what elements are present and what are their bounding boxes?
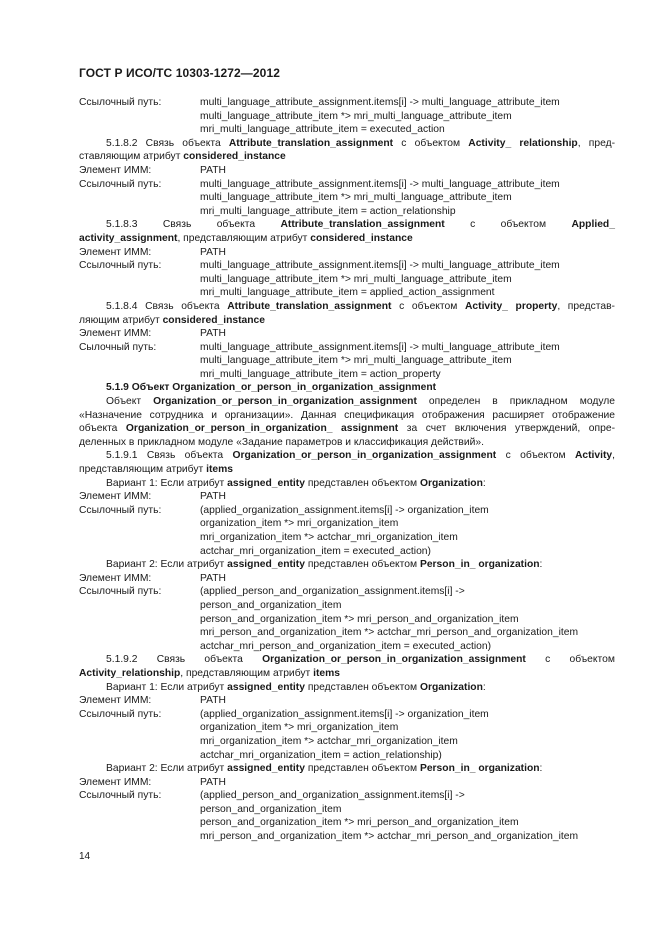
ref-path-value: actchar_mri_person_and_organization_item = executed_action) <box>200 640 492 652</box>
ref-path-value: multi_language_attribute_assignment.items[i] -> multi_language_attribute_item <box>200 178 560 190</box>
ref-path-row <box>79 259 615 273</box>
section-5-1-9-1: 5.1.9.1 Связь объекта Organization_or_person_in_organization_assignment с объектом Activity, <box>106 450 616 462</box>
imm-element-row <box>79 694 615 708</box>
ref-path-value: person_and_organization_item *> mri_person_and_organization_item <box>200 613 519 625</box>
ref-path-value: multi_language_attribute_assignment.items[i] -> multi_language_attribute_item <box>200 97 560 108</box>
imm-element-label: Элемент ИММ: <box>79 164 152 176</box>
imm-element-value: PATH <box>200 328 226 340</box>
ref-path-value: person_and_organization_item *> mri_person_and_organization_item <box>200 817 519 829</box>
ref-path-value: mri_organization_item *> actchar_mri_organization_item <box>200 735 458 747</box>
ref-path-value: multi_language_attribute_assignment.items[i] -> multi_language_attribute_item <box>200 341 560 353</box>
imm-element-value: PATH <box>200 246 226 258</box>
variant-2: Вариант 2: Если атрибут assigned_entity представлен объектом Person_in_ organization: <box>106 559 543 571</box>
ref-path-label: Ссылочный путь: <box>79 97 162 108</box>
ref-path-row <box>79 708 615 722</box>
ref-path-value: (applied_organization_assignment.items[i] -> organization_item <box>200 504 489 516</box>
imm-element-row <box>79 776 615 790</box>
imm-element-value: PATH <box>200 491 226 503</box>
ref-path-value: multi_language_attribute_assignment.items[i] -> multi_language_attribute_item <box>200 260 560 272</box>
ref-path-label: Ссылочный путь: <box>79 504 162 516</box>
section-5-1-8-4: 5.1.8.4 Связь объекта Attribute_translation_assignment с объектом Activity_ property, представ- <box>106 300 615 312</box>
ref-path-label: Сылочный путь: <box>79 341 157 353</box>
variant-1: Вариант 1: Если атрибут assigned_entity представлен объектом Organization: <box>106 477 486 489</box>
section-5-1-9-2: 5.1.9.2 Связь объекта Organization_or_person_in_organization_assignment с объектом <box>106 654 615 666</box>
ref-path-value: mri_multi_language_attribute_item = applied_action_assignment <box>200 287 495 299</box>
ref-path-value: mri_person_and_organization_item *> actchar_mri_person_and_organization_item <box>200 627 579 639</box>
paragraph-line: деленных в прикладном модуле «Задание параметров и классификация действий». <box>79 436 484 448</box>
ref-path-value: actchar_mri_organization_item = action_relationship) <box>200 749 442 761</box>
ref-path-value: multi_language_attribute_item *> mri_multi_language_attribute_item <box>200 273 512 285</box>
ref-path-value: (applied_person_and_organization_assignment.items[i] -> <box>200 586 465 598</box>
ref-path-row <box>79 341 615 355</box>
ref-path-label: Ссылочный путь: <box>79 708 162 720</box>
ref-path-label: Ссылочный путь: <box>79 790 162 802</box>
imm-element-row <box>79 327 615 341</box>
ref-path-value: actchar_mri_organization_item = executed_action) <box>200 545 431 557</box>
ref-path-value: person_and_organization_item <box>200 803 342 815</box>
ref-path-label: Ссылочный путь: <box>79 178 162 190</box>
ref-path-value: mri_person_and_organization_item *> actchar_mri_person_and_organization_item <box>200 831 579 843</box>
ref-path-value: mri_multi_language_attribute_item = action_property <box>200 368 441 380</box>
imm-element-value: PATH <box>200 695 226 707</box>
ref-path-row <box>79 178 615 192</box>
ref-path-value: (applied_organization_assignment.items[i] -> organization_item <box>200 708 489 720</box>
paragraph-line: «Назначение сотрудника и организации». Данная спецификация отображения расширяет отображение <box>79 409 615 421</box>
imm-element-row <box>79 490 615 504</box>
ref-path-value: mri_organization_item *> actchar_mri_organization_item <box>200 532 458 543</box>
ref-path-value: multi_language_attribute_item *> mri_multi_language_attribute_item <box>200 192 512 204</box>
section-5-1-8-3: 5.1.8.3 Связь объекта Attribute_translation_assignment с объектом Applied_ <box>106 219 615 231</box>
imm-element-value: PATH <box>200 572 226 584</box>
ref-path-row <box>79 585 615 599</box>
imm-element-label: Элемент ИММ: <box>79 491 152 503</box>
ref-path-value: multi_language_attribute_item *> mri_multi_language_attribute_item <box>200 355 512 367</box>
imm-element-row <box>79 246 615 260</box>
document-header: ГОСТ Р ИСО/ТС 10303-1272—2012 <box>79 66 280 80</box>
variant-2: Вариант 2: Если атрибут assigned_entity представлен объектом Person_in_ organization: <box>106 763 543 775</box>
imm-element-value: PATH <box>200 776 226 788</box>
ref-path-value: organization_item *> mri_organization_item <box>200 518 399 530</box>
imm-element-label: Элемент ИММ: <box>79 695 152 707</box>
imm-element-label: Элемент ИММ: <box>79 246 152 258</box>
ref-path-value: mri_multi_language_attribute_item = action_relationship <box>200 205 456 217</box>
ref-path-label: Ссылочный путь: <box>79 586 162 598</box>
page-content: Ссылочный путь: multi_language_attribute_assignment.items[i] -> multi_language_attribute_item multi_language_attribute_item *> mri_multi_language_attribute_item mri_multi_language_attribute_item = executed_action 5.1.8.2 Связь объекта Attribute_translation_assignment с объектом Activity_ relationship, пред- ставляющим атрибут considered_instance Элемент ИММ: PATH Ссылочный путь: multi_language_attribute_assignment.items[i] -> multi_language_attribute_item multi_language_attribute_item *> mri_multi_language_attribute_item mri_multi_language_attribute_item = action_relationship 5.1.8.3 Связь объекта Attribute_translation_assignment с объектом Applied_ activity_assignment, представляющим атрибут considered_instance Элемент ИММ: PATH Ссылочный путь: multi_language_attribute_assignment.items[i] -> multi_language_attribute_item multi_language_attribute_item *> mri_multi_language_attribute_item mri_multi_language_attribute_item = applied_action_assignment 5.1.8.4 Связь объекта Attribute_translation_assignment с объектом Activity_ property, представ- ляющим атрибут considered_instance Элемент ИММ: PATH Сылочный путь: multi_language_attribute_assignment.items[i] -> multi_language_attribute_item multi_language_attribute_item *> mri_multi_language_attribute_item mri_multi_language_attribute_item = action_property 5.1.9 Объект Organization_or_person_in_organization_assignment Объект Organization_or_person_in_organization_assignment определен в прикладном модуле «Назначение сотрудника и организации». Данная спецификация отображения расширяет отображение объекта Organization_or_person_in_organization_ assignment за счет включения утверждений, опре- деленных в прикладном модуле «Задание параметров и классификация действий». 5.1.9.1 Связь объекта Organization_or_person_in_organization_assignment с объектом Activity, представляющим атрибут items Вариант 1: Если атрибут assigned_entity представлен объектом Organization: Элемент ИММ: PATH Ссылочный путь: (applied_organization_assignment.items[i] -> organization_item organization_item *> mri_organization_item mri_organization_item *> actchar_mri_organization_item actchar_mri_organization_item = executed_action) Вариант 2: Если атрибут assigned_entity представлен объектом Person_in_ organization: Элемент ИММ: PATH Ссылочный путь: (applied_person_and_organization_assignment.items[i] -> person_and_organization_item person_and_organization_item *> mri_person_and_organization_item mri_person_and_organization_item *> actchar_mri_person_and_organization_item actchar_mri_person_and_organization_item = executed_action) 5.1.9.2 Связь объекта Organization_or_person_in_organization_assignment с объектом Activity_relationship, представляющим атрибут items Вариант 1: Если атрибут assigned_entity представлен объектом Organization: Элемент ИММ: PATH Ссылочный путь: (applied_organization_assignment.items[i] -> organization_item organization_item *> mri_organization_item mri_organization_item *> actchar_mri_organization_item actchar_mri_organization_item = action_relationship) Вариант 2: Если атрибут assigned_entity представлен объектом Person_in_ organization: Элемент ИММ: PATH Ссылочный путь: (applied_person_and_organization_assignment.items[i] -> person_and_organization_item person_and_organization_item *> mri_person_and_organization_item mri_person_and_organization_item *> actchar_mri_person_and_organization_item <box>79 97 616 843</box>
paragraph-line: объекта Organization_or_person_in_organization_ assignment за счет включения утверждений, опре- <box>79 423 615 435</box>
ref-path-row <box>79 789 615 803</box>
page-number: 14 <box>79 851 91 862</box>
ref-path-label: Ссылочный путь: <box>79 260 162 272</box>
ref-path-value: multi_language_attribute_item *> mri_multi_language_attribute_item <box>200 110 512 122</box>
imm-element-value: PATH <box>200 164 226 176</box>
section-5-1-8-2: 5.1.8.2 Связь объекта Attribute_translation_assignment с объектом Activity_ relationship, пред- <box>106 137 616 149</box>
ref-path-value: (applied_person_and_organization_assignment.items[i] -> <box>200 790 465 802</box>
ref-path-value: organization_item *> mri_organization_item <box>200 722 399 734</box>
paragraph-line: Объект Organization_or_person_in_organization_assignment определен в прикладном модуле <box>106 396 615 408</box>
section-5-1-9-heading: 5.1.9 Объект Organization_or_person_in_organization_assignment <box>106 382 437 394</box>
imm-element-label: Элемент ИММ: <box>79 328 152 340</box>
ref-path-value: person_and_organization_item <box>200 599 342 611</box>
imm-element-label: Элемент ИММ: <box>79 776 152 788</box>
ref-path-value: mri_multi_language_attribute_item = executed_action <box>200 124 445 136</box>
imm-element-row <box>79 572 615 586</box>
imm-element-label: Элемент ИММ: <box>79 572 152 584</box>
variant-1: Вариант 1: Если атрибут assigned_entity представлен объектом Organization: <box>106 681 486 693</box>
ref-path-row <box>79 504 615 518</box>
ref-path-row <box>79 96 615 110</box>
imm-element-row <box>79 164 615 178</box>
